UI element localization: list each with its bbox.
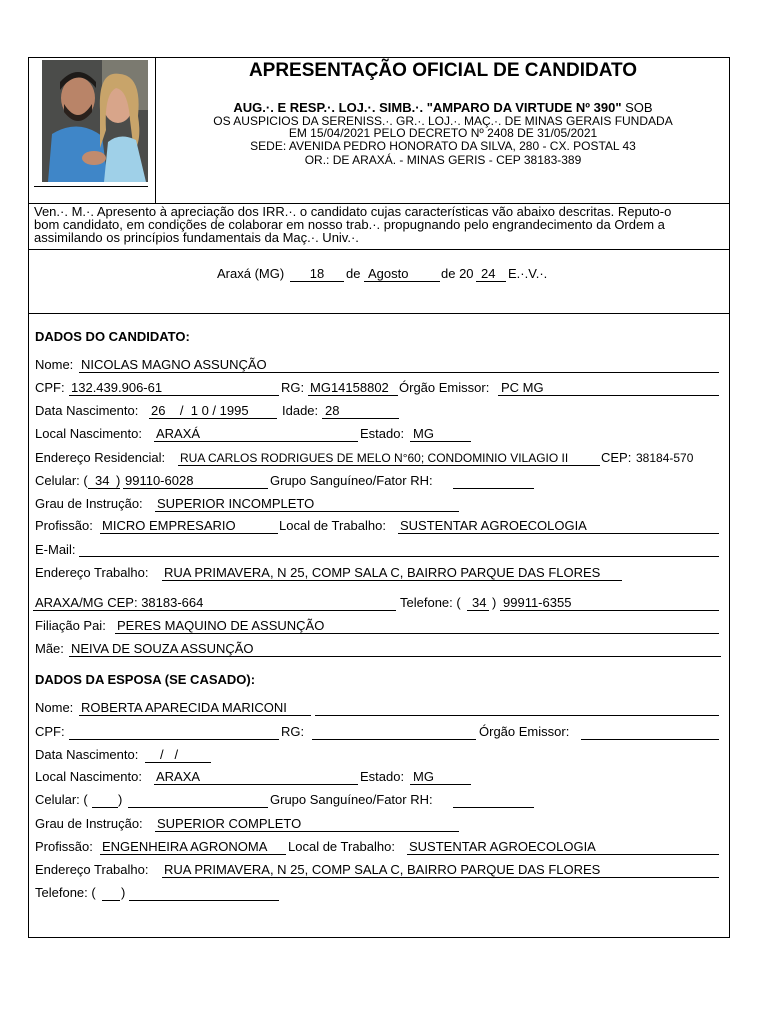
date-de-1: de bbox=[346, 266, 361, 281]
candidate-education-underline bbox=[155, 511, 459, 512]
candidate-orgao-label: Órgão Emissor: bbox=[399, 380, 490, 395]
lodge-auspices: OS AUSPICIOS DA SERENISS.·. GR.·. LOJ.·. MAÇ.·. DE MINAS GERAIS FUNDADA bbox=[213, 114, 673, 128]
candidate-cpf-underline bbox=[69, 395, 279, 396]
spouse-profession[interactable]: ENGENHEIRA AGRONOMA bbox=[102, 839, 268, 854]
spouse-blood-label: Grupo Sanguíneo/Fator RH: bbox=[270, 792, 433, 807]
spouse-name-underline bbox=[79, 715, 311, 716]
candidate-work-address-label: Endereço Trabalho: bbox=[35, 565, 149, 580]
candidate-name-label: Nome: bbox=[35, 357, 74, 372]
spouse-birth[interactable]: / / bbox=[160, 747, 179, 762]
candidate-cell-label: Celular: ( bbox=[35, 473, 88, 488]
date-day-underline bbox=[290, 281, 344, 282]
candidate-orgao[interactable]: PC MG bbox=[501, 380, 544, 395]
lodge-city: OR.: DE ARAXÁ. - MINAS GERIS - CEP 38183-389 bbox=[304, 153, 582, 167]
candidate-phone-underline bbox=[500, 610, 719, 611]
candidate-birthplace-underline bbox=[154, 441, 358, 442]
page-title: APRESENTAÇÃO OFICIAL DE CANDIDATO bbox=[248, 60, 638, 81]
candidate-father-underline bbox=[115, 633, 719, 634]
candidate-phone-label: Telefone: ( bbox=[400, 595, 461, 610]
spouse-cell-ddd-underline[interactable] bbox=[92, 807, 118, 808]
spouse-education-label: Grau de Instrução: bbox=[35, 816, 143, 831]
candidate-workplace[interactable]: SUSTENTAR AGROECOLOGIA bbox=[400, 518, 587, 533]
candidate-birthplace-label: Local Nascimento: bbox=[35, 426, 142, 441]
candidate-birthplace[interactable]: ARAXÁ bbox=[156, 426, 201, 441]
candidate-cell-ddd-underline bbox=[88, 488, 120, 489]
spouse-profession-label: Profissão: bbox=[35, 839, 93, 854]
lodge-address: SEDE: AVENIDA PEDRO HONORATO DA SILVA, 280 - CX. POSTAL 43 bbox=[250, 139, 636, 153]
candidate-cep-label: CEP: bbox=[601, 450, 632, 465]
intro-line-2: bom candidato, em condições de colaborar em nosso trab.·. propugnando pelo engrandecimento da Ordem a bbox=[34, 217, 665, 232]
date-era: E.·.V.·. bbox=[508, 266, 548, 281]
candidate-age-underline bbox=[322, 418, 399, 419]
candidate-email-label: E-Mail: bbox=[35, 542, 76, 557]
candidate-name[interactable]: NICOLAS MAGNO ASSUNÇÃO bbox=[81, 357, 267, 372]
candidate-address[interactable]: RUA CARLOS RODRIGUES DE MELO N°60; CONDOMINIO VILAGIO II bbox=[180, 451, 569, 465]
candidate-section-title: DADOS DO CANDIDATO: bbox=[35, 329, 190, 344]
candidate-profession-label: Profissão: bbox=[35, 518, 93, 533]
candidate-cell-close: ) bbox=[116, 473, 121, 488]
spouse-education-underline bbox=[155, 831, 459, 832]
candidate-name-underline bbox=[79, 372, 719, 373]
candidate-cpf-label: CPF: bbox=[35, 380, 65, 395]
date-month[interactable]: Agosto bbox=[368, 266, 409, 281]
candidate-education[interactable]: SUPERIOR INCOMPLETO bbox=[157, 496, 315, 511]
candidate-cpf[interactable]: 132.439.906-61 bbox=[71, 380, 163, 395]
spouse-cpf-underline[interactable] bbox=[69, 739, 279, 740]
spouse-phone-close: ) bbox=[121, 885, 126, 900]
candidate-state-label: Estado: bbox=[360, 426, 405, 441]
date-divider bbox=[28, 313, 730, 314]
spouse-state[interactable]: MG bbox=[413, 769, 434, 784]
date-de-2: de 20 bbox=[441, 266, 474, 281]
candidate-workplace-underline bbox=[398, 533, 719, 534]
candidate-father-label: Filiação Pai: bbox=[35, 618, 106, 633]
candidate-phone-ddd[interactable]: 34 bbox=[472, 595, 487, 610]
candidate-age-label: Idade: bbox=[282, 403, 319, 418]
date-year[interactable]: 24 bbox=[481, 266, 496, 281]
candidate-mother-underline bbox=[69, 656, 721, 657]
candidate-age[interactable]: 28 bbox=[325, 403, 340, 418]
spouse-profession-underline bbox=[100, 854, 286, 855]
spouse-phone-ddd-underline[interactable] bbox=[102, 900, 120, 901]
spouse-blood-underline[interactable] bbox=[453, 807, 534, 808]
spouse-rg-underline[interactable] bbox=[312, 739, 476, 740]
candidate-state-underline bbox=[410, 441, 471, 442]
candidate-blood-underline[interactable] bbox=[453, 488, 534, 489]
spouse-birthplace[interactable]: ARAXA bbox=[156, 769, 201, 784]
candidate-cep[interactable]: 38184-570 bbox=[636, 451, 694, 465]
candidate-work-address-underline bbox=[162, 580, 622, 581]
candidate-rg-label: RG: bbox=[281, 380, 305, 395]
date-city: Araxá (MG) bbox=[217, 266, 285, 281]
date-year-underline bbox=[476, 281, 506, 282]
photo-underline bbox=[34, 186, 148, 187]
candidate-cell-ddd[interactable]: 34 bbox=[95, 473, 110, 488]
spouse-birth-label: Data Nascimento: bbox=[35, 747, 139, 762]
candidate-orgao-underline bbox=[498, 395, 719, 396]
candidate-father[interactable]: PERES MAQUINO DE ASSUNÇÃO bbox=[117, 618, 325, 633]
date-month-underline bbox=[364, 281, 440, 282]
candidate-birth[interactable]: 26 / 1 0 / 1995 bbox=[151, 403, 249, 418]
spouse-work-address[interactable]: RUA PRIMAVERA, N 25, COMP SALA C, BAIRRO PARQUE DAS FLORES bbox=[164, 862, 601, 877]
spouse-orgao-underline[interactable] bbox=[581, 739, 719, 740]
spouse-birth-underline bbox=[145, 762, 211, 763]
candidate-profession-underline bbox=[100, 533, 278, 534]
candidate-birth-underline bbox=[149, 418, 277, 419]
candidate-blood-label: Grupo Sanguíneo/Fator RH: bbox=[270, 473, 433, 488]
candidate-workplace-label: Local de Trabalho: bbox=[279, 518, 386, 533]
spouse-name-underline-2 bbox=[315, 715, 719, 716]
candidate-address-underline bbox=[178, 465, 600, 466]
spouse-state-underline bbox=[410, 784, 471, 785]
spouse-workplace[interactable]: SUSTENTAR AGROECOLOGIA bbox=[409, 839, 596, 854]
intro-line-1: Ven.·. M.·. Apresento à apreciação dos IRR.·. o candidato cujas características vão abaixo descritas. Reputo-o bbox=[34, 204, 672, 219]
candidate-profession[interactable]: MICRO EMPRESARIO bbox=[102, 518, 236, 533]
candidate-address-label: Endereço Residencial: bbox=[35, 450, 166, 465]
lodge-name-line bbox=[156, 101, 730, 114]
spouse-cpf-label: CPF: bbox=[35, 724, 65, 739]
lodge-name: AUG.·. E RESP.·. LOJ.·. SIMB.·. "AMPARO DA VIRTUDE Nº 390" bbox=[233, 100, 622, 115]
spouse-cell-underline[interactable] bbox=[128, 807, 268, 808]
candidate-state[interactable]: MG bbox=[413, 426, 434, 441]
candidate-phone-close: ) bbox=[492, 595, 497, 610]
spouse-rg-label: RG: bbox=[281, 724, 305, 739]
spouse-birthplace-label: Local Nascimento: bbox=[35, 769, 142, 784]
spouse-work-address-underline bbox=[162, 877, 719, 878]
spouse-cell-close: ) bbox=[118, 792, 123, 807]
spouse-state-label: Estado: bbox=[360, 769, 405, 784]
candidate-mother[interactable]: NEIVA DE SOUZA ASSUNÇÃO bbox=[71, 641, 254, 656]
spouse-cell-label: Celular: ( bbox=[35, 792, 88, 807]
spouse-work-address-label: Endereço Trabalho: bbox=[35, 862, 149, 877]
candidate-mother-label: Mãe: bbox=[35, 641, 64, 656]
spouse-phone-label: Telefone: ( bbox=[35, 885, 96, 900]
spouse-workplace-underline bbox=[407, 854, 719, 855]
spouse-section-title: DADOS DA ESPOSA (SE CASADO): bbox=[35, 672, 256, 687]
lodge-name-tail: SOB bbox=[621, 100, 653, 115]
candidate-birth-label: Data Nascimento: bbox=[35, 403, 139, 418]
spouse-orgao-label: Órgão Emissor: bbox=[479, 724, 570, 739]
candidate-cell-number[interactable]: 99110-6028 bbox=[125, 473, 194, 488]
spouse-workplace-label: Local de Trabalho: bbox=[288, 839, 395, 854]
intro-divider bbox=[28, 249, 730, 250]
candidate-work-address[interactable]: RUA PRIMAVERA, N 25, COMP SALA C, BAIRRO PARQUE DAS FLORES bbox=[164, 565, 601, 580]
candidate-phone-ddd-underline bbox=[467, 610, 489, 611]
candidate-rg[interactable]: MG14158802 bbox=[310, 380, 389, 395]
candidate-phone-number[interactable]: 99911-6355 bbox=[503, 595, 572, 610]
spouse-birthplace-underline bbox=[154, 784, 358, 785]
candidate-work-city[interactable]: ARAXA/MG CEP: 38183-664 bbox=[35, 595, 204, 610]
lodge-founding: EM 15/04/2021 PELO DECRETO Nº 2408 DE 31/05/2021 bbox=[288, 126, 598, 140]
date-day[interactable]: 18 bbox=[309, 266, 325, 281]
spouse-education[interactable]: SUPERIOR COMPLETO bbox=[157, 816, 302, 831]
spouse-name-label: Nome: bbox=[35, 700, 74, 715]
spouse-phone-underline[interactable] bbox=[129, 900, 279, 901]
candidate-rg-underline bbox=[308, 395, 398, 396]
intro-line-3: assimilando os princípios fundamentais da Maç.·. Univ.·. bbox=[34, 230, 359, 245]
candidate-photo bbox=[42, 60, 148, 182]
candidate-email-underline[interactable] bbox=[79, 556, 719, 557]
spouse-name[interactable]: ROBERTA APARECIDA MARICONI bbox=[81, 700, 287, 715]
candidate-education-label: Grau de Instrução: bbox=[35, 496, 143, 511]
candidate-cell-underline bbox=[123, 488, 268, 489]
candidate-work-city-underline bbox=[33, 610, 396, 611]
